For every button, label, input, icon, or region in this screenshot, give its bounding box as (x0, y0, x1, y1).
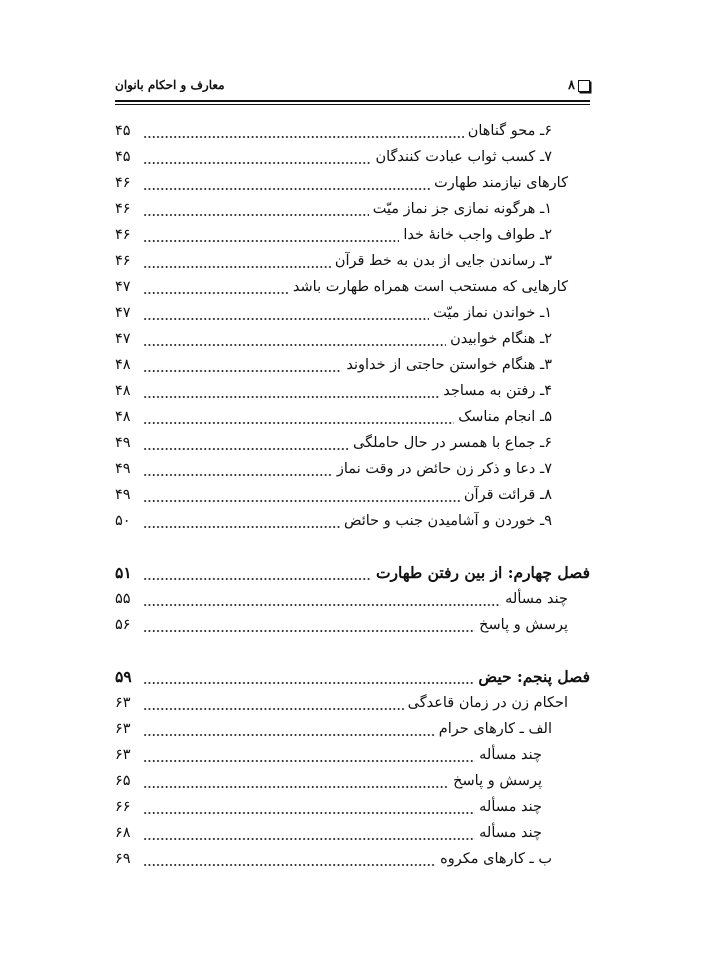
toc-entry-row (115, 118, 590, 144)
toc-entry-title: ۷ـ دعا و ذکر زن حائض در وقت نماز (336, 461, 552, 477)
toc-entry-title: پرسش و پاسخ (453, 773, 542, 789)
dot-leader (143, 170, 430, 196)
dot-leader (143, 846, 436, 872)
toc-chapter-row (115, 560, 590, 586)
toc-entry-row (115, 352, 590, 378)
toc-entry-title: پرسش و پاسخ (479, 617, 568, 633)
dot-leader (143, 560, 372, 586)
toc-page-number: ۴۷ (115, 279, 131, 295)
toc-entry-row (115, 248, 590, 274)
header-rule-thick (115, 100, 590, 102)
toc-entry-row (115, 196, 590, 222)
dot-leader (143, 352, 342, 378)
dot-leader (143, 456, 333, 482)
dot-leader (143, 690, 404, 716)
toc-entry-title: ۲ـ هنگام خوابیدن (450, 331, 552, 347)
toc-entry-title: ۹ـ خوردن و آشامیدن جنب و حائض (343, 513, 552, 529)
dot-leader (143, 508, 340, 534)
toc-entry-row (115, 222, 590, 248)
toc-entry-row (115, 482, 590, 508)
toc-page-number: ۴۷ (115, 331, 131, 347)
toc-entry-title: ۳ـ رساندن جایی از بدن به خط قرآن (334, 253, 552, 269)
toc-entry-title: ب ـ کارهای مکروه (440, 851, 552, 867)
toc-entry-title: ۷ـ کسب ثواب عبادت کنندگان (375, 149, 552, 165)
toc-page-number: ۴۵ (115, 123, 131, 139)
toc-entry-title: فصل پنجم: حیض (478, 667, 590, 686)
toc-page-number: ۵۹ (115, 667, 132, 686)
header-rule-thin (115, 104, 590, 105)
page-header (115, 78, 590, 98)
toc-entry-title: چند مسأله (479, 747, 542, 763)
toc-page-number: ۴۸ (115, 383, 131, 399)
toc-entry-title: ۶ـ محو گناهان (467, 123, 552, 139)
dot-leader (143, 716, 435, 742)
toc-entry-row (115, 716, 590, 742)
toc-page-number: ۴۹ (115, 487, 131, 503)
toc-page-number: ۵۱ (115, 563, 132, 582)
dot-leader (143, 248, 331, 274)
toc-entry-title: ۶ـ جماع با همسر در حال حاملگی (353, 435, 552, 451)
toc-entry-row (115, 326, 590, 352)
toc-entry-row (115, 404, 590, 430)
toc-page-number: ۴۹ (115, 461, 131, 477)
toc-entry-row (115, 742, 590, 768)
toc-entry-row (115, 586, 590, 612)
dot-leader (143, 118, 464, 144)
dot-leader (143, 820, 475, 846)
page-number (568, 78, 590, 93)
toc-entry-row (115, 456, 590, 482)
running-title: معارف و احکام بانوان (115, 78, 225, 92)
toc-entry-row (115, 300, 590, 326)
dot-leader (143, 482, 460, 508)
toc-entry-title: ۵ـ انجام مناسک (458, 409, 552, 425)
toc-entry-title: چند مسأله (479, 825, 542, 841)
toc-entry-title: چند مسأله (505, 591, 568, 607)
toc-entry-row (115, 846, 590, 872)
toc-page-number: ۶۶ (115, 799, 131, 815)
toc-entry-title: ۴ـ رفتن به مساجد (443, 383, 552, 399)
toc-entry-row (115, 378, 590, 404)
dot-leader (143, 222, 399, 248)
toc-page-number: ۴۹ (115, 435, 131, 451)
toc-entry-row (115, 690, 590, 716)
toc-entry-title: ۸ـ قرائت قرآن (463, 487, 552, 503)
toc-page-number: ۵۵ (115, 591, 131, 607)
toc-entry-title: ۱ـ خواندن نماز میّت (433, 305, 552, 321)
toc-entry-title: الف ـ کارهای حرام (438, 721, 552, 737)
page-number-text: ۸ (568, 78, 575, 93)
dot-leader (143, 274, 289, 300)
toc-entry-title: فصل چهارم: از بین رفتن طهارت (375, 563, 590, 582)
toc-entry-row (115, 274, 590, 300)
toc-entry-row (115, 768, 590, 794)
toc-page-number: ۴۸ (115, 357, 131, 373)
toc-page-number: ۴۷ (115, 305, 131, 321)
toc-page-number: ۶۸ (115, 825, 131, 841)
dot-leader (143, 144, 371, 170)
dot-leader (143, 612, 475, 638)
toc-page-number: ۶۳ (115, 721, 131, 737)
toc-entry-title: کارهایی که مستحب است همراه طهارت باشد (292, 279, 568, 295)
toc-entry-row (115, 508, 590, 534)
toc-entry-row (115, 820, 590, 846)
dot-leader (143, 378, 439, 404)
toc-page-number: ۴۶ (115, 201, 131, 217)
toc-entry-row (115, 144, 590, 170)
toc-page-number: ۴۶ (115, 227, 131, 243)
toc-page-number: ۶۹ (115, 851, 131, 867)
square-icon (578, 80, 590, 92)
dot-leader (143, 300, 429, 326)
toc-entry-row (115, 612, 590, 638)
toc-chapter-row (115, 664, 590, 690)
dot-leader (143, 742, 475, 768)
toc-page-number: ۴۸ (115, 409, 131, 425)
toc-entry-title: احکام زن در زمان قاعدگی (407, 695, 568, 711)
toc-entry-title: ۲ـ طواف واجب خانهٔ خدا (403, 227, 552, 243)
toc-entry-title: ۳ـ هنگام خواستن حاجتی از خداوند (346, 357, 552, 373)
toc-page-number: ۶۵ (115, 773, 131, 789)
dot-leader (143, 196, 369, 222)
toc-page-number: ۴۶ (115, 175, 131, 191)
dot-leader (143, 794, 475, 820)
toc-entry-title: چند مسأله (479, 799, 542, 815)
dot-leader (143, 664, 474, 690)
toc-page-number: ۴۵ (115, 149, 131, 165)
dot-leader (143, 404, 454, 430)
toc-entry-title: کارهای نیازمند طهارت (434, 175, 568, 191)
toc-entry-title: ۱ـ هرگونه نمازی جز نماز میّت (372, 201, 552, 217)
toc-entry-row (115, 430, 590, 456)
dot-leader (143, 326, 446, 352)
dot-leader (143, 430, 349, 456)
toc-page-number: ۵۰ (115, 513, 131, 529)
toc-page-number: ۶۳ (115, 747, 131, 763)
toc-entry-row (115, 170, 590, 196)
toc-page-number: ۴۶ (115, 253, 131, 269)
dot-leader (143, 768, 449, 794)
dot-leader (143, 586, 501, 612)
toc-page-number: ۵۶ (115, 617, 131, 633)
toc-entry-row (115, 794, 590, 820)
toc-page-number: ۶۳ (115, 695, 131, 711)
